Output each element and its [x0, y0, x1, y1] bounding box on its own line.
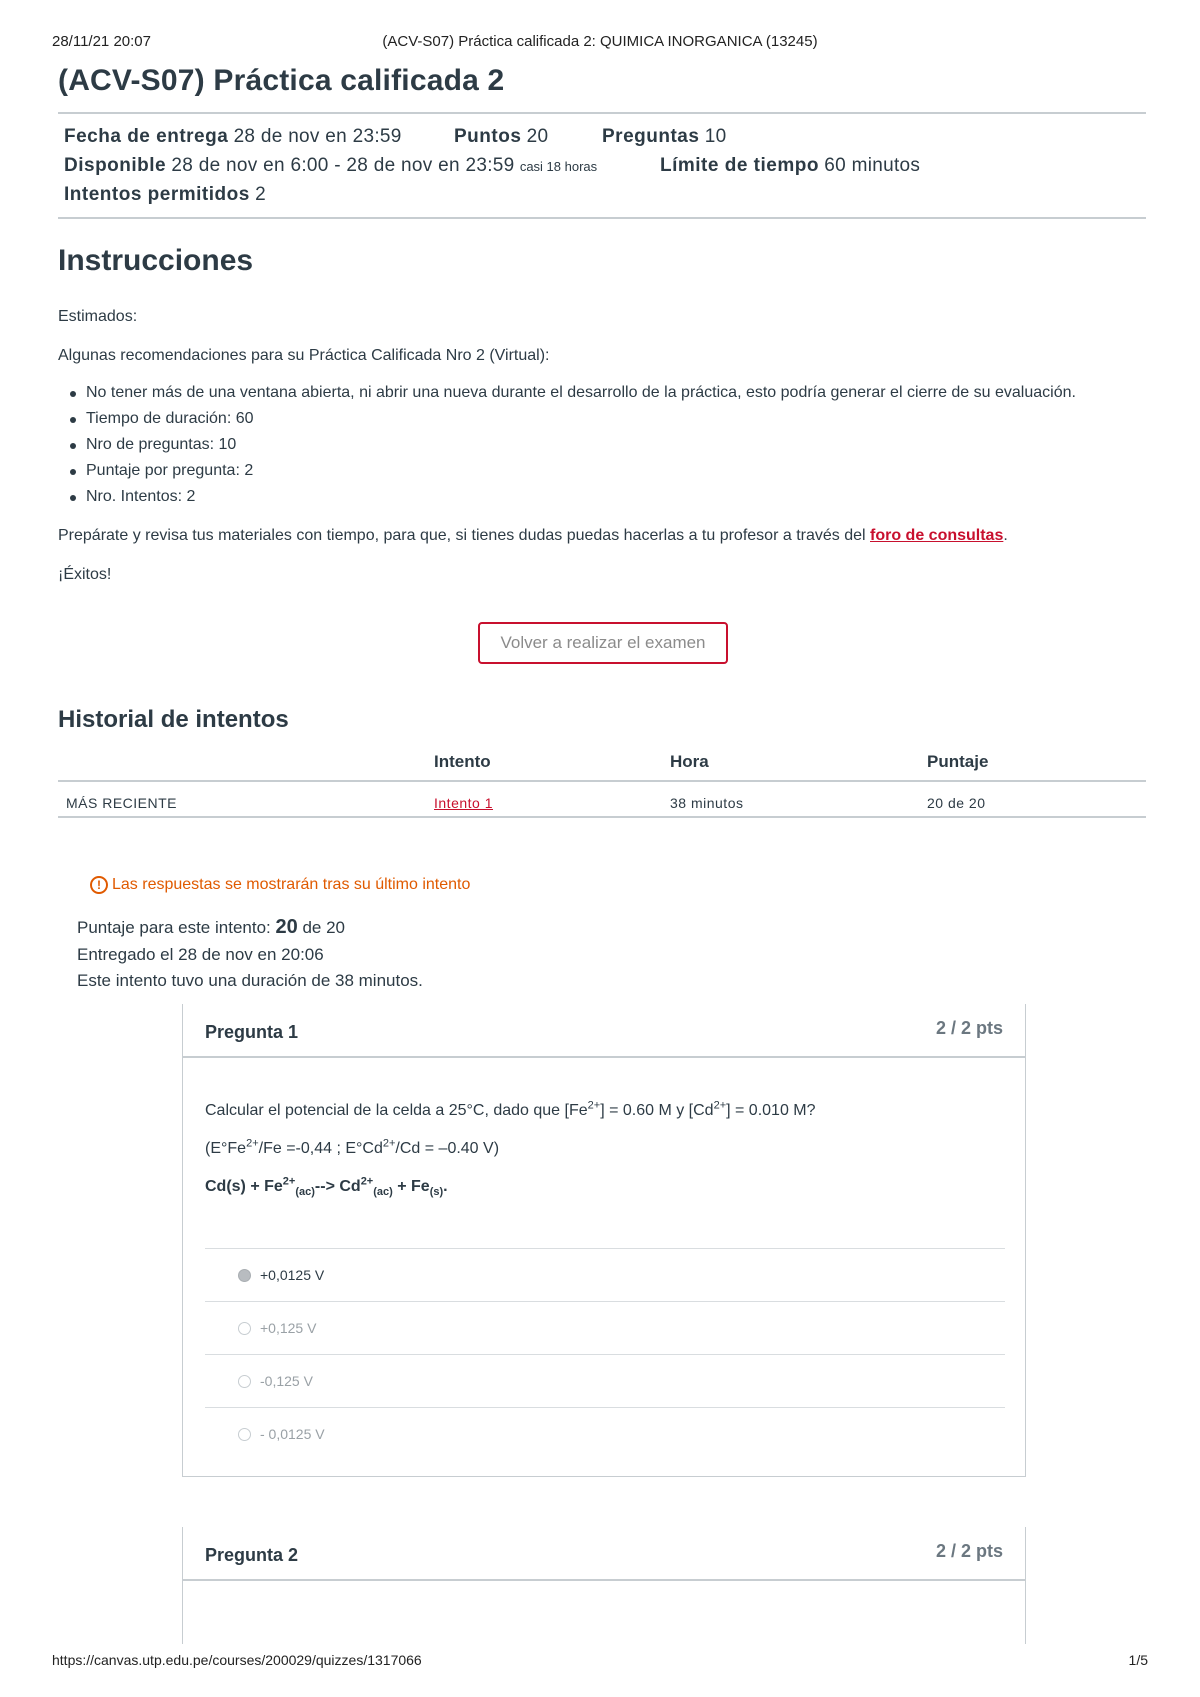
question-text-1: Calcular el potencial de la celda a 25°C, dado que $[Fe^{2+}] = 0.60$ M y $[Cd^{2+}] = 0.010$ M? — [205, 1099, 816, 1119]
attempt-1-link[interactable]: Intento 1 — [434, 795, 493, 811]
page-title: (ACV-S07) Práctica calificada 2 — [58, 64, 505, 97]
warning-circle-icon: ! — [90, 876, 108, 894]
answer-option-4[interactable] — [205, 1407, 1005, 1460]
list-item: Tiempo de duración: 60 — [86, 408, 1076, 434]
time-limit-value: 60 minutos — [824, 155, 921, 176]
question-2 — [182, 1527, 1026, 1644]
attempt-submitted: Entregado el 28 de nov en 20:06 — [77, 945, 324, 964]
points-value: 20 — [526, 126, 549, 147]
question-name: Pregunta 2 — [205, 1545, 299, 1565]
attempts-value: 2 — [255, 184, 266, 205]
instructions-closing: ¡Éxitos! — [58, 566, 112, 583]
retake-quiz-button[interactable]: Volver a realizar el examen — [478, 622, 728, 664]
print-date: 28/11/21 20:07 — [52, 33, 151, 50]
question-1 — [182, 1004, 1026, 1477]
radio-unselected-icon[interactable] — [238, 1375, 251, 1388]
question-points: 2 / 2 pts — [935, 1018, 1003, 1038]
history-header-time: Hora — [670, 752, 709, 771]
answer-list — [205, 1248, 1005, 1460]
answers-warning — [90, 876, 470, 894]
attempt-score — [77, 916, 345, 939]
question-text-2: ($E^\circ Fe^{2+}/Fe =-0,44$ ; $E^\circ Cd^{2+}/Cd = -0.40$ V) — [205, 1137, 500, 1157]
warning-text: Las respuestas se mostrarán tras su último intento — [112, 876, 471, 893]
time-limit-label: Límite de tiempo — [660, 155, 819, 176]
prepare-end: . — [1003, 527, 1008, 544]
score-suffix: de 20 — [297, 918, 345, 937]
instructions-greeting: Estimados: — [58, 308, 138, 325]
quiz-details-row-3 — [64, 184, 266, 206]
print-doc-title: (ACV-S07) Práctica calificada 2: QUIMICA INORGANICA (13245) — [382, 33, 818, 50]
questions-label: Preguntas — [602, 126, 700, 147]
history-title: Historial de intentos — [58, 706, 289, 733]
quiz-details-row-1 — [64, 126, 402, 148]
due-value: 28 de nov en 23:59 — [233, 126, 402, 147]
answer-label: - 0,0125 V — [260, 1426, 325, 1442]
divider — [58, 816, 1146, 818]
score-value: 20 — [275, 916, 298, 938]
points-detail — [454, 126, 548, 148]
list-item: Puntaje por pregunta: 2 — [86, 460, 1076, 486]
answer-option-2[interactable] — [205, 1301, 1005, 1354]
list-item: Nro. Intentos: 2 — [86, 486, 1076, 512]
list-item: Nro de preguntas: 10 — [86, 434, 1076, 460]
radio-selected-icon[interactable] — [238, 1269, 251, 1282]
history-row-label: MÁS RECIENTE — [66, 795, 178, 811]
questions-detail — [602, 126, 726, 148]
history-header-attempt: Intento — [434, 752, 491, 771]
available-note: casi 18 horas — [519, 159, 598, 174]
history-row-score: 20 de 20 — [927, 795, 986, 811]
question-header — [183, 1527, 1025, 1581]
attempts-label: Intentos permitidos — [64, 184, 250, 205]
print-url: https://canvas.utp.edu.pe/courses/200029/quizzes/1317066 — [52, 1652, 422, 1668]
divider — [58, 780, 1146, 782]
question-reaction: $Cd(s) + Fe^{2+}_{(ac)}--> Cd^{2+}_{(ac)} + Fe_{(s)}$. — [205, 1175, 448, 1199]
instructions-intro: Algunas recomendaciones para su Práctica Calificada Nro 2 (Virtual): — [58, 347, 550, 364]
instructions-list — [86, 382, 1076, 512]
score-prefix: Puntaje para este intento: — [77, 918, 276, 937]
questions-value: 10 — [704, 126, 727, 147]
list-item: No tener más de una ventana abierta, ni abrir una nueva durante el desarrollo de la práctica, esto podría generar el cierre de su evaluación. — [86, 382, 1076, 408]
available-label: Disponible — [64, 155, 167, 176]
print-header — [52, 33, 1148, 53]
due-label: Fecha de entrega — [64, 126, 229, 147]
history-row-time: 38 minutos — [670, 795, 744, 811]
quiz-details-row-2 — [64, 155, 597, 177]
answer-label: +0,0125 V — [260, 1267, 325, 1283]
radio-unselected-icon[interactable] — [238, 1322, 251, 1335]
points-label: Puntos — [454, 126, 522, 147]
time-limit-detail — [660, 155, 920, 177]
answer-option-1[interactable] — [205, 1248, 1005, 1301]
prepare-text: Prepárate y revisa tus materiales con tiempo, para que, si tienes dudas puedas hacerlas a tu profesor a través del — [58, 527, 870, 544]
question-points: 2 / 2 pts — [935, 1541, 1003, 1561]
question-header — [183, 1004, 1025, 1058]
instructions-title: Instrucciones — [58, 244, 254, 277]
radio-unselected-icon[interactable] — [238, 1428, 251, 1441]
history-header-score: Puntaje — [927, 752, 989, 771]
print-footer — [52, 1652, 1148, 1672]
divider — [58, 217, 1146, 219]
divider — [58, 112, 1146, 114]
answer-option-3[interactable] — [205, 1354, 1005, 1407]
attempt-duration: Este intento tuvo una duración de 38 minutos. — [77, 971, 423, 990]
answer-label: -0,125 V — [260, 1373, 313, 1389]
print-page-number: 1/5 — [1128, 1652, 1148, 1668]
answer-label: +0,125 V — [260, 1320, 317, 1336]
available-value: 28 de nov en 6:00 - 28 de nov en 23:59 — [171, 155, 515, 176]
question-name: Pregunta 1 — [205, 1022, 299, 1042]
forum-link[interactable]: foro de consultas — [870, 527, 1004, 544]
instructions-prepare — [58, 527, 1008, 545]
